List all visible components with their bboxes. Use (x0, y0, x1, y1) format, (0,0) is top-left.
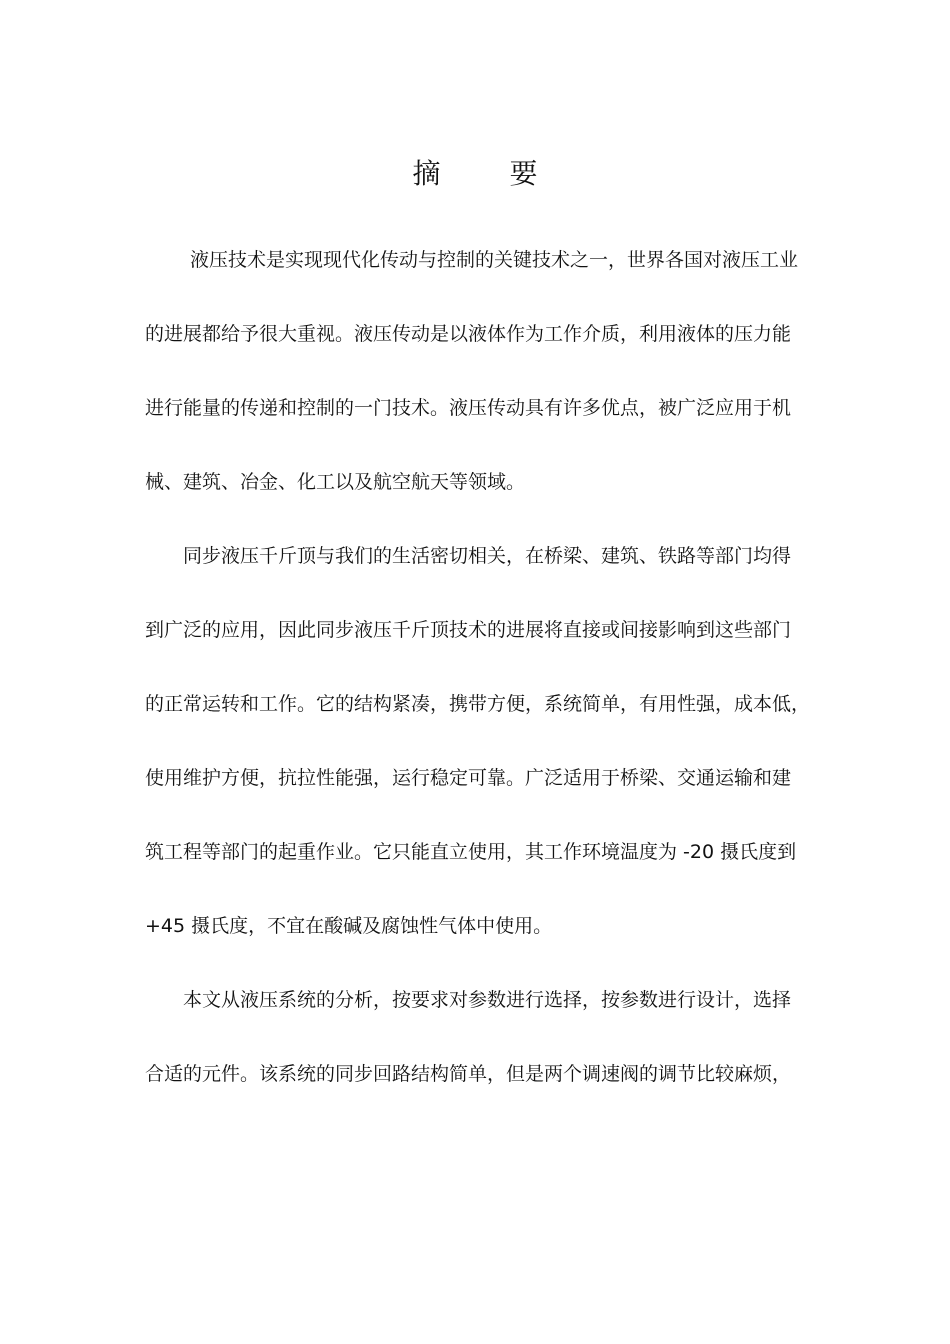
abstract-title: 摘 要 (412, 157, 568, 190)
paragraph-1-line-3: 进行能量的传递和控制的一门技术。液压传动具有许多优点，被广泛应用于机 (145, 397, 792, 419)
paragraph-2-line-2: 到广泛的应用，因此同步液压千斤顶技术的进展将直接或间接影响到这些部门 (145, 619, 792, 641)
paragraph-1-line-4: 械、建筑、冶金、化工以及航空航天等领域。 (145, 471, 526, 493)
paragraph-3-line-2: 合适的元件。该系统的同步回路结构简单，但是两个调速阀的调节比较麻烦， (145, 1063, 792, 1085)
paragraph-1-line-1: 液压技术是实现现代化传动与控制的关键技术之一，世界各国对液压工业 (190, 249, 799, 271)
paragraph-2-line-6: +45 摄氏度，不宜在酸碱及腐蚀性气体中使用。 (145, 915, 553, 937)
paragraph-3-line-1: 本文从液压系统的分析，按要求对参数进行选择，按参数进行设计，选择 (183, 989, 792, 1011)
paragraph-2-line-4: 使用维护方便，抗拉性能强，运行稳定可靠。广泛适用于桥梁、交通运输和建 (145, 767, 792, 789)
paragraph-2-line-5: 筑工程等部门的起重作业。它只能直立使用，其工作环境温度为 -20 摄氏度到 (145, 841, 797, 863)
paragraph-2-line-1: 同步液压千斤顶与我们的生活密切相关，在桥梁、建筑、铁路等部门均得 (183, 545, 792, 567)
paragraph-2-line-3: 的正常运转和工作。它的结构紧凑，携带方便，系统简单，有用性强，成本低， (145, 693, 811, 715)
paragraph-1-line-2: 的进展都给予很大重视。液压传动是以液体作为工作介质，利用液体的压力能 (145, 323, 792, 345)
abstract-body (145, 240, 810, 1128)
